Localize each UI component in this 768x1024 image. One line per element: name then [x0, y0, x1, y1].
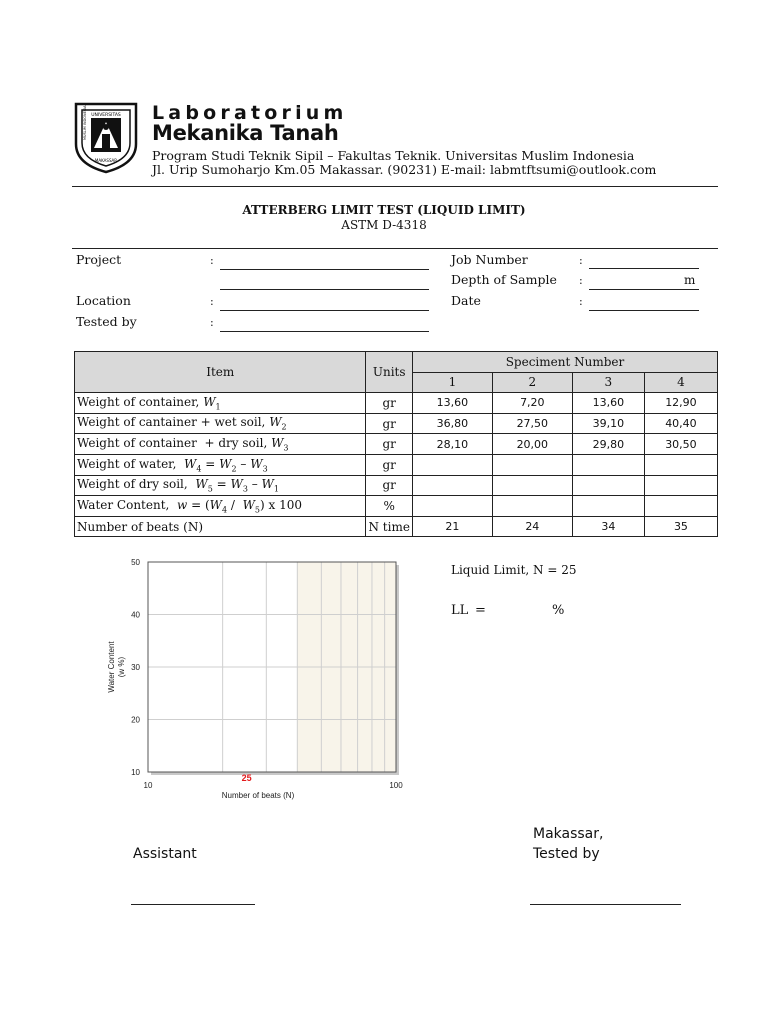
table-header-row — [75, 352, 718, 373]
cell[interactable]: 28,10 — [412, 434, 492, 455]
tested-by-label: Tested by — [76, 314, 137, 329]
project-line-1[interactable] — [220, 269, 429, 270]
row-unit: % — [366, 496, 412, 517]
project-colon: : — [210, 254, 214, 267]
cell[interactable] — [412, 454, 492, 475]
atterberg-table — [74, 351, 718, 537]
depth-line[interactable] — [589, 289, 699, 290]
liquid-limit-label: Liquid Limit, N = 25 — [451, 563, 577, 577]
y-tick-label: 20 — [131, 715, 140, 725]
lab-name-line2: Mekanika Tanah — [152, 121, 339, 145]
cell[interactable]: 36,80 — [412, 413, 492, 434]
project-label: Project — [76, 252, 122, 267]
lab-address: Jl. Urip Sumoharjo Km.05 Makassar. (90231) E-mail: labmtftsumi@outlook.com — [152, 162, 657, 177]
item-header: Item — [75, 352, 366, 393]
cell[interactable] — [644, 475, 717, 496]
table-row — [75, 496, 718, 517]
cell[interactable]: 40,40 — [644, 413, 717, 434]
project-line-2[interactable] — [220, 289, 429, 290]
signature-city: Makassar, — [533, 826, 604, 842]
specimen-4: 4 — [644, 372, 717, 393]
specimen-1: 1 — [412, 372, 492, 393]
cell[interactable] — [412, 496, 492, 517]
y-axis-label: (w %) — [117, 656, 126, 678]
cell[interactable] — [572, 475, 644, 496]
cell[interactable]: 21 — [412, 516, 492, 537]
cell[interactable]: 30,50 — [644, 434, 717, 455]
date-label: Date — [451, 293, 481, 308]
assistant-signature-line[interactable] — [131, 904, 255, 905]
x-tick-label: 100 — [389, 781, 403, 790]
specimen-2: 2 — [492, 372, 572, 393]
cell[interactable]: 29,80 — [572, 434, 644, 455]
row-unit: gr — [366, 393, 412, 414]
job-number-label: Job Number — [451, 252, 528, 267]
location-label: Location — [76, 293, 131, 308]
y-tick-label: 30 — [131, 663, 140, 672]
date-colon: : — [579, 295, 583, 308]
location-colon: : — [210, 295, 214, 308]
cell[interactable] — [572, 496, 644, 517]
cell[interactable]: 7,20 — [492, 393, 572, 414]
y-axis-label: Water Content — [107, 641, 116, 693]
x-tick-label: 10 — [143, 781, 153, 790]
specimen-header: Speciment Number — [412, 352, 717, 373]
row-unit: gr — [366, 434, 412, 455]
row-label-dry-soil: Weight of container + dry soil, $W_3$ — [75, 434, 366, 455]
row-label-dry-soil-weight: Weight of dry soil, $W_5 = W_3 - W_1$ — [75, 475, 366, 496]
cell[interactable]: 20,00 — [492, 434, 572, 455]
svg-text:UNIVERSITAS: UNIVERSITAS — [91, 113, 121, 118]
assistant-label: Assistant — [133, 846, 197, 862]
row-label-water-content: Water Content, $w = (W_4 / W_5)$ x 100 — [75, 496, 366, 517]
y-tick-label: 40 — [131, 610, 140, 620]
cell[interactable] — [492, 496, 572, 517]
cell[interactable] — [572, 454, 644, 475]
ll-equals: = — [475, 603, 486, 618]
y-tick-label: 10 — [131, 768, 140, 777]
cell[interactable]: 35 — [644, 516, 717, 537]
table-row — [75, 454, 718, 475]
row-label-water: Weight of water, $W_4 = W_2 - W_3$ — [75, 454, 366, 475]
university-logo — [72, 100, 140, 174]
cell[interactable]: 24 — [492, 516, 572, 537]
table-row — [75, 434, 718, 455]
tested-by-line[interactable] — [220, 331, 429, 332]
tested-by-colon: : — [210, 316, 214, 329]
table-row — [75, 393, 718, 414]
cell[interactable]: 27,50 — [492, 413, 572, 434]
depth-colon: : — [579, 274, 583, 287]
specimen-3: 3 — [572, 372, 644, 393]
depth-label: Depth of Sample — [451, 272, 557, 287]
svg-text:MUSLIM INDONESIA: MUSLIM INDONESIA — [83, 105, 87, 140]
row-label-container: Weight of container, $W_1$ — [75, 393, 366, 414]
title-divider — [72, 248, 718, 249]
depth-unit: m — [684, 273, 696, 287]
cell[interactable]: 34 — [572, 516, 644, 537]
cell[interactable] — [644, 496, 717, 517]
svg-text:MAKASSAR: MAKASSAR — [94, 158, 118, 163]
n25-marker-label: 25 — [241, 773, 252, 783]
location-line[interactable] — [220, 310, 429, 311]
cell[interactable] — [412, 475, 492, 496]
job-number-colon: : — [579, 254, 583, 267]
row-label-beats: Number of beats (N) — [75, 516, 366, 537]
job-number-line[interactable] — [589, 268, 699, 269]
lab-name-line1: Laboratorium — [152, 102, 348, 124]
row-unit: gr — [366, 413, 412, 434]
units-header: Units — [366, 352, 412, 393]
page-title: ATTERBERG LIMIT TEST (LIQUID LIMIT) — [242, 203, 526, 217]
lab-affiliation: Program Studi Teknik Sipil – Fakultas Teknik. Universitas Muslim Indonesia — [152, 148, 635, 163]
row-label-wet-soil: Weight of cantainer + wet soil, $W_2$ — [75, 413, 366, 434]
row-unit: N time — [366, 516, 412, 537]
page-subtitle: ASTM D-4318 — [341, 218, 427, 232]
date-line[interactable] — [589, 310, 699, 311]
table-row — [75, 516, 718, 537]
cell[interactable] — [644, 454, 717, 475]
tested-by-signature-line[interactable] — [530, 904, 681, 905]
cell[interactable]: 12,90 — [644, 393, 717, 414]
x-axis-label: Number of beats (N) — [221, 791, 295, 800]
table-row — [75, 413, 718, 434]
table-row — [75, 475, 718, 496]
cell[interactable]: 13,60 — [572, 393, 644, 414]
cell[interactable] — [492, 454, 572, 475]
cell[interactable] — [492, 475, 572, 496]
cell[interactable]: 13,60 — [412, 393, 492, 414]
tested-by-signature-label: Tested by — [533, 846, 600, 862]
ll-percent: % — [552, 603, 565, 618]
cell[interactable]: 39,10 — [572, 413, 644, 434]
row-unit: gr — [366, 475, 412, 496]
ll-label: LL — [451, 603, 469, 618]
flow-curve-chart — [96, 552, 416, 804]
row-unit: gr — [366, 454, 412, 475]
y-tick-label: 50 — [131, 558, 140, 567]
header-divider — [72, 186, 718, 187]
